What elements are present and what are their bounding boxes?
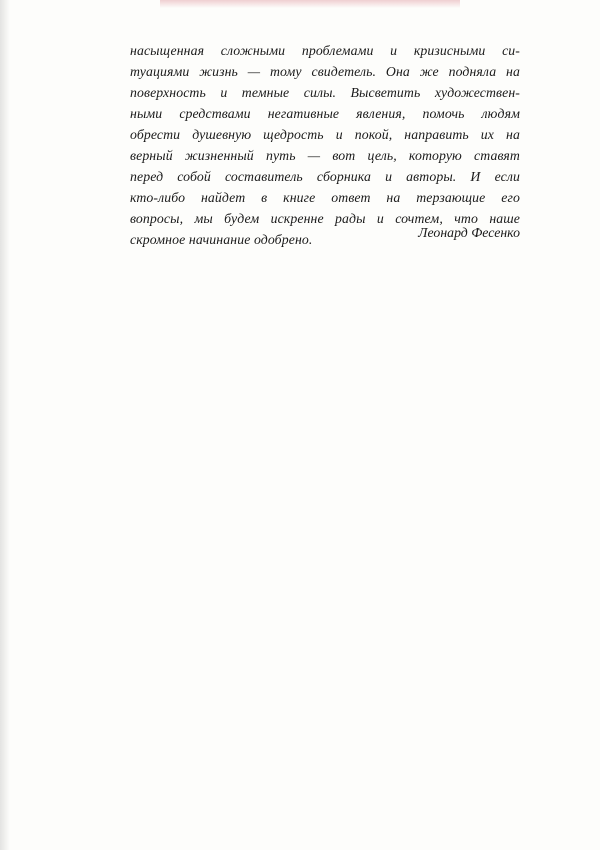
paragraph-line: кто-либо найдет в книге ответ на терзающие его — [130, 190, 520, 205]
body-paragraph — [130, 40, 520, 250]
paragraph-line: перед собой составитель сборника и авторы. И если — [130, 169, 520, 184]
binding-shadow — [0, 0, 10, 850]
paragraph-line: поверхность и темные силы. Высветить художествен- — [130, 85, 520, 100]
paragraph-line: верный жизненный путь — вот цель, которую ставят — [130, 148, 520, 163]
paragraph-line: насыщенная сложными проблемами и кризисными си- — [130, 43, 520, 58]
paragraph-line: скромное начинание одобрено. — [130, 232, 313, 247]
paragraph-line: обрести душевную щедрость и покой, направить их на — [130, 127, 520, 142]
paragraph-line: ными средствами негативные явления, помочь людям — [130, 106, 520, 121]
paragraph-line: туациями жизнь — тому свидетель. Она же подняла на — [130, 64, 520, 79]
paragraph-line: вопросы, мы будем искренне рады и сочтем, что наше — [130, 211, 520, 226]
scan-bleed-through — [160, 0, 460, 8]
author-signature: Леонард Фесенко — [418, 225, 520, 240]
